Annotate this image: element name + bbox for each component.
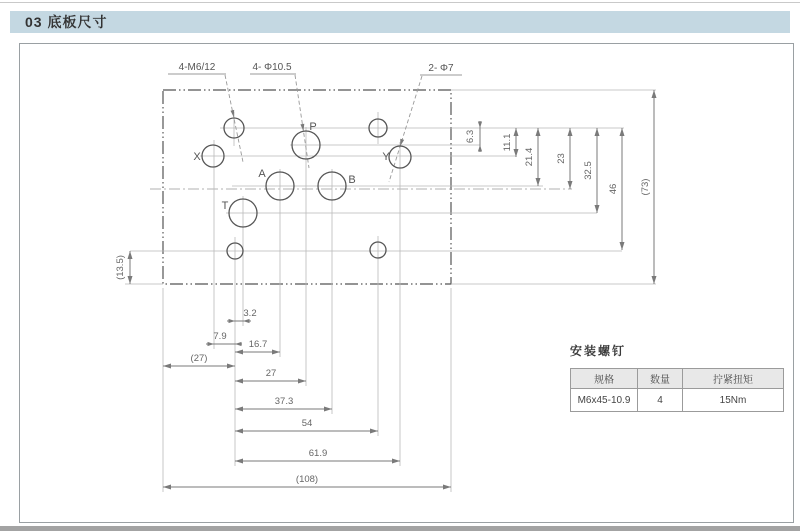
callout-pilot-ports: 2- Φ7 (428, 63, 454, 74)
dim-27: 27 (265, 368, 277, 379)
dim-13-5-ref: (13.5) (115, 255, 126, 280)
dim-16-7: 16.7 (248, 339, 268, 350)
dim-3-2: 3.2 (243, 308, 257, 319)
dim-6-3: 6.3 (465, 129, 476, 144)
dim-32-5: 32.5 (583, 161, 594, 180)
col-header-qty: 数量 (638, 369, 683, 389)
cell-qty: 4 (638, 389, 683, 412)
dim-21-4: 21.4 (524, 147, 535, 167)
cell-spec: M6x45-10.9 (571, 389, 638, 412)
table-header-row (571, 369, 784, 389)
port-label-p: P (309, 121, 317, 133)
dim-73-ref: (73) (640, 178, 651, 196)
port-label-b: B (348, 174, 356, 186)
page-bottom-rule (0, 526, 800, 531)
dimensions-bottom (163, 308, 451, 487)
table-row (571, 389, 784, 412)
dim-11-1: 11.1 (502, 133, 513, 152)
mounting-screw-table (570, 368, 784, 412)
mounting-screw-block (570, 342, 786, 412)
plate-outline (163, 90, 451, 284)
port-label-y: Y (382, 151, 390, 163)
dim-7-9: 7.9 (213, 331, 227, 342)
dim-108-ref: (108) (295, 474, 319, 485)
dim-37-3: 37.3 (274, 396, 294, 407)
section-title: 03 底板尺寸 (25, 14, 108, 30)
callout-mounting-thread: 4-M6/12 (178, 62, 216, 73)
mounting-screw-title: 安装螺钉 (570, 344, 627, 358)
dim-61-9: 61.9 (308, 448, 328, 459)
dim-27-ref: (27) (190, 353, 208, 364)
callout-main-ports: 4- Φ10.5 (252, 62, 292, 73)
port-label-x: X (193, 151, 201, 163)
dim-46: 46 (608, 183, 619, 195)
dimensions-right (465, 90, 654, 284)
dim-23: 23 (556, 153, 567, 164)
dim-54: 54 (301, 418, 313, 429)
col-header-spec: 规格 (571, 369, 638, 389)
holes (202, 118, 411, 259)
cell-torque: 15Nm (683, 389, 784, 412)
port-label-t: T (221, 200, 229, 212)
dimensions-left (115, 251, 130, 284)
port-label-a: A (258, 168, 266, 180)
col-header-torque: 拧紧扭矩 (683, 369, 784, 389)
